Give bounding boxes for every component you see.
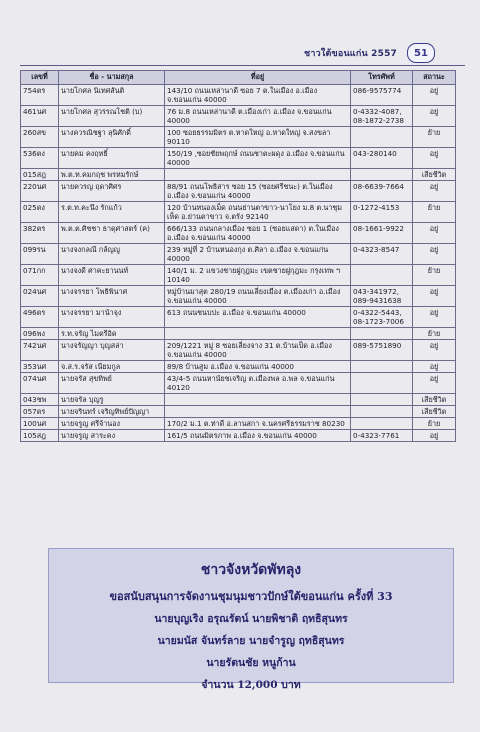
member-name: นายควรญ ฤดาศิศร (59, 181, 165, 202)
table-row (21, 430, 456, 442)
member-name: นายจรัส สุขทิพย์ (59, 373, 165, 394)
member-phone: 086-9575774 (351, 85, 413, 106)
member-name: นายจรูญ สาระคง (59, 430, 165, 442)
header-title: ชาวใต้ขอนแก่น 2557 (304, 49, 397, 59)
member-name: ร.ต.ท.คะนึง รักแก้ว (59, 202, 165, 223)
member-code: 099รน (21, 244, 59, 265)
member-name: นายโกศล นิเทศสันติ (59, 85, 165, 106)
member-code: 754ตร (21, 85, 59, 106)
member-status: อยู่ (413, 244, 456, 265)
table-row (21, 265, 456, 286)
member-phone (351, 169, 413, 181)
member-status: เสียชีวิต (413, 394, 456, 406)
table-row (21, 244, 456, 265)
member-name: นางจงกลณี กล้ญญู (59, 244, 165, 265)
member-code: 057ตร (21, 406, 59, 418)
table-row (21, 307, 456, 328)
member-address: 89/8 บ้านสูม อ.เมือง จ.ขอนแก่น 40000 (165, 361, 351, 373)
member-status: ย้าย (413, 328, 456, 340)
sponsor-title: ชาวจังหวัดพัทลุง (200, 562, 302, 578)
member-status: อยู่ (413, 340, 456, 361)
member-status: ย้าย (413, 265, 456, 286)
member-address (165, 328, 351, 340)
member-status: อยู่ (413, 286, 456, 307)
table-row (21, 340, 456, 361)
member-name: นายจรัล บุญรู (59, 394, 165, 406)
member-address: 666/133 ถนนกลางเมือง ซอย 1 (ซอยแสดา) ต.ในเมือง อ.เมือง จ.ขอนแก่น 40000 (165, 223, 351, 244)
sponsor-subtitle: ขอสนับสนุนการจัดงานชุมนุมชาวปักษ์ใต้ขอนแก่น ครั้งที่ 33 (109, 590, 393, 603)
member-status: ย้าย (413, 202, 456, 223)
member-phone (351, 265, 413, 286)
member-status: อยู่ (413, 106, 456, 127)
member-address: หมู่บ้านมาสุต 280/19 ถนนเลี่ยงเมือง ต.เมืองเก่า อ.เมือง จ.ขอนแก่น 40000 (165, 286, 351, 307)
member-phone (351, 418, 413, 430)
member-name: พ.ต.ท.คมกฤช พรหมรักษ์ (59, 169, 165, 181)
member-code: 096พง (21, 328, 59, 340)
member-status: อยู่ (413, 430, 456, 442)
member-name: นายจรูญ ศรีจ้านอง (59, 418, 165, 430)
member-phone: 08-6639-7664 (351, 181, 413, 202)
table-header-row (21, 71, 456, 85)
member-code: 536ตง (21, 148, 59, 169)
member-name: ร.ท.จรัญ ไมตรีอิด (59, 328, 165, 340)
member-name: นายจรินทร์ เจริญทิพย์ปัญญา (59, 406, 165, 418)
member-address: 76 ม.8 ถนนเหล่านาดี ต.เมืองเก่า อ.เมือง จ.ขอนแก่น 40000 (165, 106, 351, 127)
member-code: 496ตร (21, 307, 59, 328)
member-phone (351, 361, 413, 373)
member-name: พ.ต.ต.ศิชชา ธาดุศาสตร์ (ค) (59, 223, 165, 244)
member-status: ย้าย (413, 127, 456, 148)
member-status: อยู่ (413, 85, 456, 106)
member-status: ย้าย (413, 418, 456, 430)
member-phone: 0-4332-4087, 08-1872-2738 (351, 106, 413, 127)
member-address: 120 บ้านหนองเม็ด ถนนย่านตาขาว-นาโยง ม.8 ต.นาชุมเห็ด อ.ย่านตาขาว จ.ตรัง 92140 (165, 202, 351, 223)
member-phone (351, 127, 413, 148)
member-status: อยู่ (413, 223, 456, 244)
sponsor-names-line-2: นายมนัส จันทร์ลาย นายจำรูญ ฤทธิสุนทร (157, 635, 345, 647)
member-name: นายคม คงฤทธิ์ (59, 148, 165, 169)
member-code: 025ตง (21, 202, 59, 223)
member-name: จ.ส.ร.จรัส เนียมกูล (59, 361, 165, 373)
table-row (21, 181, 456, 202)
member-address (165, 406, 351, 418)
member-phone: 0-4323-8547 (351, 244, 413, 265)
table-row (21, 223, 456, 244)
member-address: 143/10 ถนนเหล่านาดี ซอย 7 ต.ในเมือง อ.เมือง จ.ขอนแก่น 40000 (165, 85, 351, 106)
member-status: เสียชีวิต (413, 169, 456, 181)
table-row (21, 394, 456, 406)
member-address (165, 169, 351, 181)
column-header-code: เลขที่ (21, 71, 59, 85)
table-row (21, 286, 456, 307)
member-code: 015สฎ (21, 169, 59, 181)
member-table (20, 70, 456, 442)
member-address: 150/19 ,ซอยชัยพฤกษ์ ถนนชาตะผดุง อ.เมือง จ.ขอนแก่น 40000 (165, 148, 351, 169)
member-status: เสียชีวิต (413, 406, 456, 418)
member-phone: 043-341972, 089-9431638 (351, 286, 413, 307)
sponsor-names-line-1: นายบุญเริง อรุณรัตน์ นายพิชาติ ฤทธิสุนทร (154, 613, 348, 625)
member-status: อยู่ (413, 181, 456, 202)
member-address: 140/1 ม. 2 แขวงชายฝูกุฎมะ เขตชายฝูกุฎมะ กรุงเทพ ฯ 10140 (165, 265, 351, 286)
header-rule (20, 65, 465, 66)
member-phone: 08-1661-9922 (351, 223, 413, 244)
table-row (21, 148, 456, 169)
member-phone: 089-5751890 (351, 340, 413, 361)
member-address: 43/4-5 ถนนหาน้ยชเจริญ ต.เมืองพล อ.พล จ.ขอนแก่น 40120 (165, 373, 351, 394)
table-row (21, 418, 456, 430)
table-row (21, 373, 456, 394)
member-code: 220นศ (21, 181, 59, 202)
member-address: 239 หมู่ที่ 2 บ้านหนองกุง ต.ศิลา อ.เมือง จ.ขอนแก่น 40000 (165, 244, 351, 265)
member-name: นางจรรยา มาน้าจุง (59, 307, 165, 328)
member-phone (351, 394, 413, 406)
member-status: อยู่ (413, 307, 456, 328)
member-code: 461นศ (21, 106, 59, 127)
member-address (165, 394, 351, 406)
member-code: 074นศ (21, 373, 59, 394)
member-code: 024นศ (21, 286, 59, 307)
member-address: 88/91 ถนนโพธิสาร ซอย 15 (ซอยศรีชนะ) ต.ในเมือง อ.เมือง จ.ขอนแก่น 40000 (165, 181, 351, 202)
column-header-status: สถานะ (413, 71, 456, 85)
table-row (21, 85, 456, 106)
member-phone: 0-4323-7761 (351, 430, 413, 442)
member-address: 100 ซอยธรรมมิตร ต.หาดใหญ่ อ.หาดใหญ่ จ.สงขลา 90110 (165, 127, 351, 148)
table-row (21, 202, 456, 223)
member-address: 613 ถนนชนบปะ อ.เมือง จ.ขอนแก่น 40000 (165, 307, 351, 328)
member-name: นางจรรยา โพธิพินาศ (59, 286, 165, 307)
member-phone: 0-1272-4153 (351, 202, 413, 223)
member-address: 209/1221 หมู่ 8 ซอยเลี่ยงจาง 31 ต.บ้านเป็ด อ.เมือง จ.ขอนแก่น 40000 (165, 340, 351, 361)
member-name: นางจรัญญา บุญสล่า (59, 340, 165, 361)
member-code: 260สข (21, 127, 59, 148)
table-row (21, 328, 456, 340)
member-status: อยู่ (413, 361, 456, 373)
member-code: 382ตร (21, 223, 59, 244)
table-row (21, 406, 456, 418)
sponsor-amount: จำนวน 12,000 บาท (201, 679, 301, 691)
member-phone: 0-4322-5443, 08-1723-7006 (351, 307, 413, 328)
member-name: นางจงดี ศาคะยานนท์ (59, 265, 165, 286)
table-row (21, 169, 456, 181)
member-code: 105สฎ (21, 430, 59, 442)
table-row (21, 361, 456, 373)
member-name: นายโกศล สุวรรณโชติ (บ) (59, 106, 165, 127)
table-row (21, 106, 456, 127)
member-code: 742นศ (21, 340, 59, 361)
member-phone (351, 373, 413, 394)
member-code: 071กก (21, 265, 59, 286)
member-name: นางควรณิชฐา ลุนิศักดิ์ (59, 127, 165, 148)
member-address: 161/5 ถนนมิตรภาพ อ.เมือง จ.ขอนแก่น 40000 (165, 430, 351, 442)
member-status: อยู่ (413, 148, 456, 169)
column-header-address: ที่อยู่ (165, 71, 351, 85)
member-code: 043ชพ (21, 394, 59, 406)
table-row (21, 127, 456, 148)
column-header-phone: โทรศัพท์ (351, 71, 413, 85)
sponsor-names-line-3: นายรัตนชัย หนูก้าน (206, 657, 296, 669)
member-phone (351, 406, 413, 418)
member-phone (351, 328, 413, 340)
sponsor-box (48, 548, 454, 691)
column-header-name: ชื่อ - นามสกุล (59, 71, 165, 85)
member-code: 353นศ (21, 361, 59, 373)
page-number: 51 (407, 43, 435, 63)
member-address: 170/2 ม.1 ต.ท่าดี อ.ลานสกา จ.นครศรีธรรมราช 80230 (165, 418, 351, 430)
page-header (230, 44, 435, 62)
member-phone: 043-280140 (351, 148, 413, 169)
member-code: 100นศ (21, 418, 59, 430)
member-status: อยู่ (413, 373, 456, 394)
